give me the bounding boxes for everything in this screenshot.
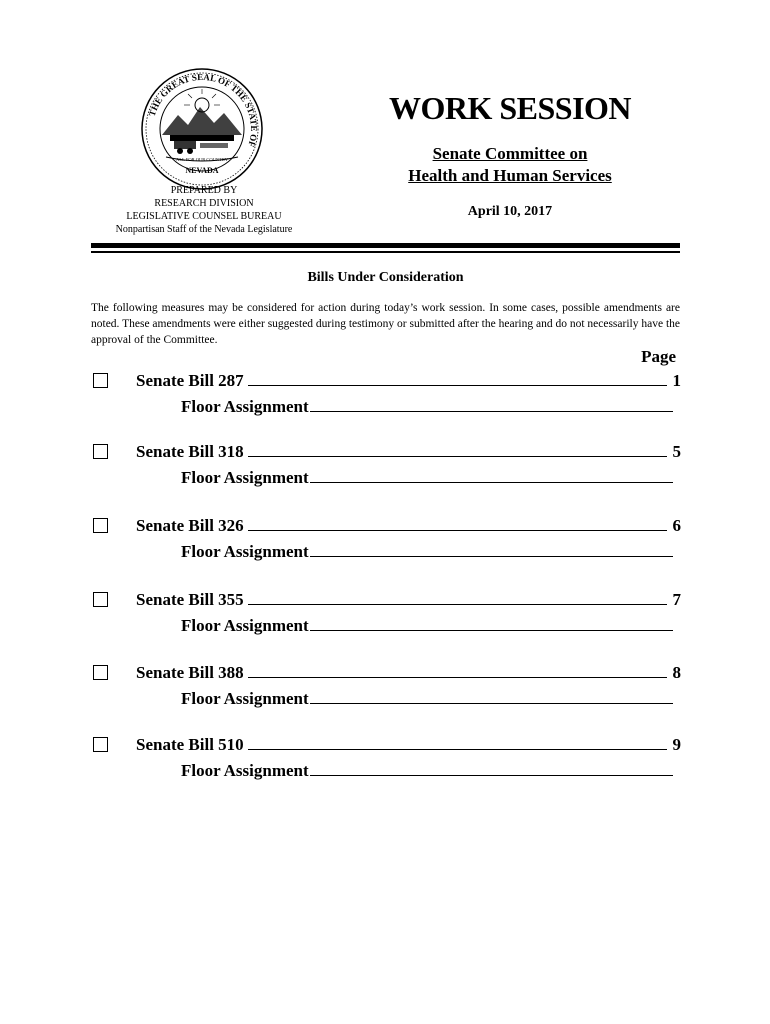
bill-checkbox[interactable] bbox=[93, 444, 108, 459]
bill-page-number: 6 bbox=[672, 516, 681, 535]
floor-assignment-blank[interactable] bbox=[310, 760, 673, 776]
svg-text:THE GREAT SEAL OF THE STATE OF: THE GREAT SEAL OF THE STATE OF bbox=[146, 71, 260, 149]
division-line: RESEARCH DIVISION bbox=[154, 198, 254, 209]
bill-checkbox[interactable] bbox=[93, 518, 108, 533]
prepared-by-block bbox=[96, 184, 312, 236]
svg-text:NEVADA: NEVADA bbox=[185, 166, 219, 175]
floor-assignment-label: Floor Assignment bbox=[181, 542, 309, 561]
bill-checkbox[interactable] bbox=[93, 373, 108, 388]
bill-page-number: 5 bbox=[672, 442, 681, 461]
bill-checkbox[interactable] bbox=[93, 592, 108, 607]
leader-line bbox=[248, 515, 667, 531]
bill-page-number: 8 bbox=[672, 663, 681, 682]
floor-assignment-line bbox=[181, 688, 673, 709]
floor-assignment-line bbox=[181, 615, 673, 636]
bill-label: Senate Bill 287 bbox=[136, 371, 244, 390]
leader-line bbox=[248, 589, 667, 605]
page-column-label: Page bbox=[641, 347, 676, 366]
bill-item bbox=[91, 373, 691, 433]
bill-item bbox=[91, 592, 691, 652]
floor-assignment-line bbox=[181, 760, 673, 781]
floor-assignment-line bbox=[181, 467, 673, 488]
bill-page-number: 9 bbox=[672, 735, 681, 754]
bill-line bbox=[136, 370, 681, 391]
bill-label: Senate Bill 326 bbox=[136, 516, 244, 535]
header-divider-thick bbox=[91, 243, 680, 248]
floor-assignment-label: Floor Assignment bbox=[181, 616, 309, 635]
committee-name bbox=[360, 143, 660, 187]
bill-checkbox[interactable] bbox=[93, 737, 108, 752]
floor-assignment-label: Floor Assignment bbox=[181, 468, 309, 487]
floor-assignment-blank[interactable] bbox=[310, 467, 673, 483]
header-divider-thin bbox=[91, 251, 680, 253]
leader-line bbox=[248, 662, 667, 678]
floor-assignment-label: Floor Assignment bbox=[181, 689, 309, 708]
session-date: April 10, 2017 bbox=[467, 204, 553, 219]
bill-item bbox=[91, 518, 691, 578]
floor-assignment-blank[interactable] bbox=[310, 615, 673, 631]
bill-line bbox=[136, 515, 681, 536]
floor-assignment-blank[interactable] bbox=[310, 688, 673, 704]
bill-line bbox=[136, 441, 681, 462]
committee-line-2: Health and Human Services bbox=[408, 166, 612, 185]
staff-line: Nonpartisan Staff of the Nevada Legislature bbox=[115, 224, 293, 235]
floor-assignment-blank[interactable] bbox=[310, 396, 673, 412]
intro-paragraph: The following measures may be considered for action during today’s work session. In some cases, possible amendments are noted. These amendments were either suggested during testimony or submitted after the hearing and do not necessarily have the approval of the Committee. bbox=[91, 302, 680, 346]
bureau-line: LEGISLATIVE COUNSEL BUREAU bbox=[126, 211, 282, 222]
leader-line bbox=[248, 370, 667, 386]
bill-page-number: 1 bbox=[672, 371, 681, 390]
bill-label: Senate Bill 388 bbox=[136, 663, 244, 682]
leader-line bbox=[248, 441, 667, 457]
floor-assignment-blank[interactable] bbox=[310, 541, 673, 557]
bill-label: Senate Bill 318 bbox=[136, 442, 244, 461]
floor-assignment-line bbox=[181, 541, 673, 562]
prepared-by-line: PREPARED BY bbox=[170, 185, 238, 196]
bill-line bbox=[136, 589, 681, 610]
floor-assignment-line bbox=[181, 396, 673, 417]
bill-line bbox=[136, 734, 681, 755]
bill-line bbox=[136, 662, 681, 683]
bill-checkbox[interactable] bbox=[93, 665, 108, 680]
floor-assignment-label: Floor Assignment bbox=[181, 761, 309, 780]
section-heading: Bills Under Consideration bbox=[307, 270, 464, 285]
bill-label: Senate Bill 510 bbox=[136, 735, 244, 754]
nevada-state-seal-logo bbox=[140, 67, 264, 191]
bill-label: Senate Bill 355 bbox=[136, 590, 244, 609]
floor-assignment-label: Floor Assignment bbox=[181, 397, 309, 416]
page-title: WORK SESSION bbox=[388, 90, 632, 126]
bill-item bbox=[91, 737, 691, 797]
leader-line bbox=[248, 734, 667, 750]
committee-line-1: Senate Committee on bbox=[432, 144, 588, 163]
bill-item bbox=[91, 444, 691, 504]
svg-text:ALL FOR OUR COUNTRY: ALL FOR OUR COUNTRY bbox=[176, 157, 228, 162]
bill-page-number: 7 bbox=[672, 590, 681, 609]
bill-item bbox=[91, 665, 691, 725]
